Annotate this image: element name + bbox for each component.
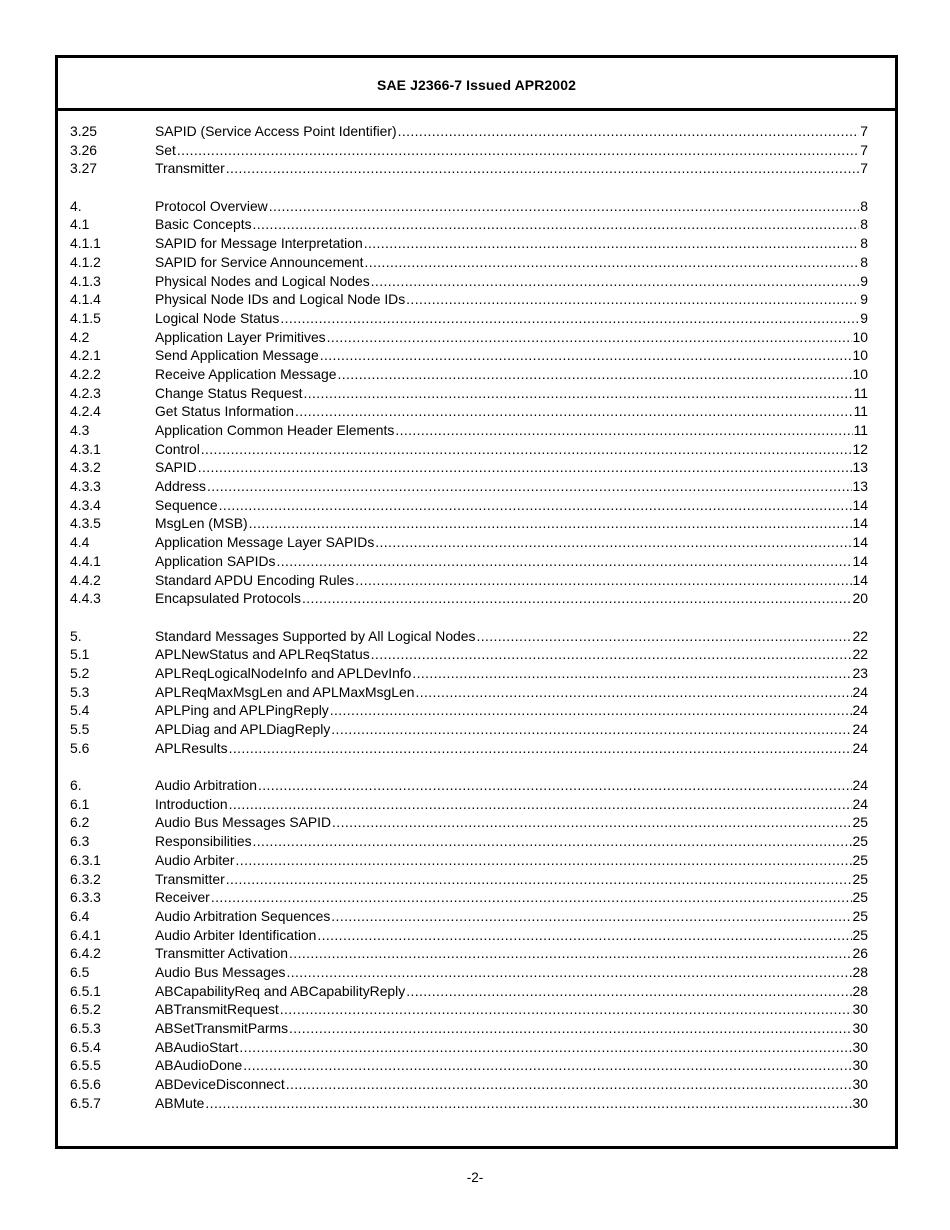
toc-entry-title: Application Layer Primitives [155, 328, 326, 345]
toc-entry[interactable] [70, 1000, 868, 1019]
toc-entry-title: Physical Node IDs and Logical Node IDs [155, 291, 406, 308]
toc-entry-title: Get Status Information [155, 403, 294, 420]
toc-entry-number: 4.2.1 [70, 347, 101, 364]
toc-entry-number: 4.2.2 [70, 365, 101, 382]
toc-entry-title: Encapsulated Protocols [155, 590, 301, 607]
toc-entry-page: 14 [852, 496, 868, 513]
toc-entry-page: 14 [852, 515, 868, 532]
toc-entry-number: 6.4 [70, 907, 90, 924]
toc-entry-title: APLReqLogicalNodeInfo and APLDevInfo [155, 664, 412, 681]
toc-entry[interactable] [70, 571, 868, 590]
toc-entry[interactable] [70, 832, 868, 851]
toc-entry-page: 7 [860, 123, 868, 139]
dot-leader [229, 795, 852, 814]
toc-entry-title: ABTransmitRequest [155, 1001, 279, 1018]
toc-entry-page: 9 [860, 291, 868, 308]
toc-entry[interactable] [70, 683, 868, 702]
toc-entry-page: 25 [852, 833, 868, 850]
toc-entry-number: 6.3.3 [70, 889, 101, 906]
toc-entry[interactable] [70, 664, 868, 683]
toc-entry-page: 25 [852, 814, 868, 831]
toc-entry-number: 6.5.4 [70, 1038, 101, 1055]
toc-entry-page: 26 [852, 945, 868, 962]
toc-section [70, 776, 868, 1112]
dot-leader [205, 1094, 851, 1113]
dot-leader [253, 215, 860, 234]
toc-entry-title: Standard Messages Supported by All Logical Nodes [155, 627, 476, 644]
toc-entry-page: 10 [852, 328, 868, 345]
toc-entry-number: 5.1 [70, 646, 90, 663]
toc-entry-page: 11 [853, 403, 868, 420]
toc-entry-page: 30 [852, 1038, 868, 1055]
toc-entry[interactable] [70, 627, 868, 646]
toc-entry-title: ABDeviceDisconnect [155, 1076, 285, 1093]
toc-entry-page: 25 [852, 926, 868, 943]
toc-section [70, 197, 868, 608]
toc-entry-title: Audio Bus Messages [155, 963, 286, 980]
dot-leader [476, 627, 851, 646]
toc-entry-page: 8 [860, 216, 868, 233]
dot-leader [280, 309, 859, 328]
toc-entry-title: Address [155, 478, 206, 495]
toc-entry[interactable] [70, 1038, 868, 1057]
toc-entry-number: 4.4 [70, 534, 90, 551]
dot-leader [239, 1038, 851, 1057]
toc-entry-number: 4.1.2 [70, 253, 101, 270]
toc-entry-number: 4.4.1 [70, 552, 101, 569]
toc-entry[interactable] [70, 813, 868, 832]
toc-entry[interactable] [70, 384, 868, 403]
dot-leader [371, 645, 852, 664]
toc-entry-page: 12 [852, 440, 868, 457]
toc-entry-title: Transmitter [155, 160, 225, 177]
toc-entry[interactable] [70, 963, 868, 982]
dot-leader [226, 159, 860, 178]
dot-leader [287, 963, 852, 982]
toc-entry[interactable] [70, 197, 868, 216]
dot-leader [269, 197, 860, 216]
dot-leader [207, 477, 852, 496]
toc-entry-title: Audio Arbiter Identification [155, 926, 317, 943]
toc-entry[interactable] [70, 795, 868, 814]
toc-entry-title: APLPing and APLPingReply [155, 702, 329, 719]
toc-entry-page: 20 [852, 590, 868, 607]
toc-entry-title: Audio Bus Messages SAPID [155, 814, 332, 831]
dot-leader [375, 533, 851, 552]
toc-entry-title: SAPID [155, 459, 197, 476]
toc-entry-title: SAPID (Service Access Point Identifier) [155, 123, 397, 139]
dot-leader [258, 776, 852, 795]
toc-entry-page: 14 [852, 571, 868, 588]
toc-entry-page: 24 [852, 777, 868, 794]
dot-leader [177, 141, 859, 160]
toc-entry[interactable] [70, 701, 868, 720]
toc-entry-title: APLReqMaxMsgLen and APLMaxMsgLen [155, 683, 415, 700]
toc-entry-number: 4.3.4 [70, 496, 101, 513]
table-of-contents [70, 122, 868, 1131]
toc-entry-page: 23 [852, 664, 868, 681]
dot-leader [295, 402, 853, 421]
toc-entry-number: 6.5.3 [70, 1020, 101, 1036]
toc-entry-title: Application SAPIDs [155, 552, 276, 569]
toc-entry[interactable] [70, 926, 868, 945]
toc-entry[interactable] [70, 1056, 868, 1075]
toc-entry[interactable] [70, 496, 868, 515]
toc-entry-number: 4.3 [70, 422, 90, 438]
toc-entry-title: Protocol Overview [155, 197, 268, 214]
dot-leader [253, 832, 852, 851]
toc-entry[interactable] [70, 290, 868, 309]
toc-entry-number: 4.3.3 [70, 478, 101, 495]
toc-entry[interactable] [70, 234, 868, 253]
toc-entry-page: 28 [852, 982, 868, 999]
toc-entry-number: 4.3.5 [70, 515, 101, 532]
toc-entry-number: 4.2 [70, 328, 90, 345]
toc-entry-page: 13 [852, 478, 868, 495]
toc-entry[interactable] [70, 589, 868, 608]
toc-entry-title: Change Status Request [155, 384, 303, 401]
dot-leader [395, 421, 852, 440]
page-number: -2- [466, 1170, 484, 1185]
toc-entry[interactable] [70, 346, 868, 365]
dot-leader [317, 926, 851, 945]
dot-leader [364, 234, 860, 253]
dot-leader [243, 1056, 851, 1075]
dot-leader [331, 907, 851, 926]
dot-leader [198, 458, 852, 477]
toc-entry-title: ABAudioStart [155, 1038, 239, 1055]
toc-entry[interactable] [70, 440, 868, 459]
toc-entry[interactable] [70, 458, 868, 477]
toc-entry-number: 6.3.1 [70, 851, 101, 868]
toc-entry[interactable] [70, 365, 868, 384]
document-header [58, 58, 895, 111]
toc-entry-page: 11 [853, 422, 868, 438]
toc-entry-title: Audio Arbitration Sequences [155, 907, 331, 924]
toc-entry-title: APLNewStatus and APLReqStatus [155, 646, 370, 663]
toc-entry-title: Audio Arbiter [155, 851, 235, 868]
toc-entry[interactable] [70, 851, 868, 870]
toc-entry[interactable] [70, 141, 868, 160]
toc-entry[interactable] [70, 159, 868, 178]
toc-entry[interactable] [70, 477, 868, 496]
toc-entry-number: 6.4.2 [70, 945, 101, 962]
toc-entry-title: Transmitter [155, 870, 225, 887]
toc-entry-page: 30 [852, 1076, 868, 1093]
toc-entry-title: APLResults [155, 739, 228, 756]
dot-leader [406, 290, 859, 309]
toc-entry-page: 25 [852, 907, 868, 924]
toc-entry-number: 5.5 [70, 721, 90, 737]
toc-entry-title: Responsibilities [155, 833, 252, 850]
toc-entry-number: 6. [70, 777, 82, 794]
toc-entry-number: 6.3.2 [70, 870, 101, 887]
toc-entry-title: ABSetTransmitParms [155, 1020, 289, 1036]
toc-entry-title: Set [155, 141, 176, 158]
toc-entry[interactable] [70, 272, 868, 291]
toc-entry-page: 22 [852, 627, 868, 644]
toc-entry[interactable] [70, 122, 868, 141]
toc-entry[interactable] [70, 215, 868, 234]
dot-leader [211, 888, 852, 907]
dot-leader [332, 813, 852, 832]
dot-leader [330, 701, 852, 720]
toc-entry-number: 4.2.4 [70, 403, 101, 420]
toc-entry-page: 24 [852, 721, 868, 737]
toc-entry[interactable] [70, 402, 868, 421]
toc-entry-page: 8 [860, 253, 868, 270]
dot-leader [276, 552, 851, 571]
toc-entry-title: Audio Arbitration [155, 777, 257, 794]
dot-leader [280, 1000, 852, 1019]
dot-leader [406, 982, 851, 1001]
toc-entry[interactable] [70, 514, 868, 533]
dot-leader [226, 870, 852, 889]
toc-entry-number: 6.2 [70, 814, 90, 831]
toc-entry[interactable] [70, 1075, 868, 1094]
toc-entry-number: 6.1 [70, 795, 90, 812]
toc-entry-title: Control [155, 440, 200, 457]
toc-entry-number: 6.3 [70, 833, 90, 850]
toc-entry-title: Application Common Header Elements [155, 422, 395, 438]
toc-section [70, 122, 868, 178]
toc-entry-number: 4. [70, 197, 82, 214]
dot-leader [371, 272, 860, 291]
toc-entry-title: SAPID for Service Announcement [155, 253, 364, 270]
toc-entry-title: Sequence [155, 496, 218, 513]
toc-entry-title: APLDiag and APLDiagReply [155, 721, 331, 737]
toc-entry-number: 6.5.2 [70, 1001, 101, 1018]
dot-leader [415, 683, 851, 702]
toc-entry-title: MsgLen (MSB) [155, 515, 248, 532]
toc-entry-title: Logical Node Status [155, 309, 280, 326]
toc-entry-page: 28 [852, 963, 868, 980]
toc-entry[interactable] [70, 982, 868, 1001]
dot-leader [337, 365, 851, 384]
toc-entry-title: SAPID for Message Interpretation [155, 235, 363, 252]
dot-leader [412, 664, 851, 683]
toc-entry[interactable] [70, 776, 868, 795]
toc-entry[interactable] [70, 739, 868, 758]
toc-entry-page: 24 [852, 702, 868, 719]
toc-entry[interactable] [70, 421, 868, 440]
toc-entry[interactable] [70, 253, 868, 272]
toc-entry-page: 14 [852, 552, 868, 569]
toc-entry[interactable] [70, 552, 868, 571]
toc-entry-number: 6.5 [70, 963, 90, 980]
toc-entry-title: Introduction [155, 795, 228, 812]
toc-entry-number: 5.4 [70, 702, 90, 719]
toc-entry-title: Basic Concepts [155, 216, 252, 233]
toc-entry-number: 3.25 [70, 123, 98, 139]
toc-entry[interactable] [70, 1019, 868, 1038]
toc-entry-number: 4.1 [70, 216, 90, 233]
toc-entry-number: 3.27 [70, 160, 98, 177]
dot-leader [289, 1019, 852, 1038]
toc-entry-page: 10 [852, 365, 868, 382]
toc-entry-number: 4.1.5 [70, 309, 101, 326]
toc-entry-number: 5. [70, 627, 82, 644]
dot-leader [364, 253, 859, 272]
dot-leader [219, 496, 852, 515]
toc-entry-page: 24 [852, 739, 868, 756]
dot-leader [201, 440, 852, 459]
toc-entry-number: 5.2 [70, 664, 90, 681]
dot-leader [331, 720, 851, 739]
toc-entry[interactable] [70, 1094, 868, 1113]
dot-leader [229, 739, 852, 758]
toc-entry-page: 14 [852, 534, 868, 551]
toc-entry[interactable] [70, 888, 868, 907]
toc-entry-page: 30 [852, 1020, 868, 1036]
toc-entry-number: 5.3 [70, 683, 90, 700]
toc-entry-title: Receiver [155, 889, 210, 906]
toc-entry-page: 7 [860, 160, 868, 177]
toc-entry-title: Application Message Layer SAPIDs [155, 534, 375, 551]
toc-entry-title: Transmitter Activation [155, 945, 289, 962]
toc-entry-page: 24 [852, 795, 868, 812]
toc-entry-title: ABMute [155, 1094, 205, 1111]
toc-entry[interactable] [70, 645, 868, 664]
toc-entry-page: 10 [852, 347, 868, 364]
toc-entry-page: 8 [860, 235, 868, 252]
toc-entry[interactable] [70, 870, 868, 889]
toc-entry-number: 4.1.3 [70, 272, 101, 289]
toc-entry-page: 30 [852, 1001, 868, 1018]
dot-leader [320, 346, 852, 365]
toc-entry[interactable] [70, 907, 868, 926]
dot-leader [289, 944, 852, 963]
toc-entry-number: 6.5.7 [70, 1094, 101, 1111]
dot-leader [286, 1075, 852, 1094]
toc-entry-number: 4.3.2 [70, 459, 101, 476]
dot-leader [249, 514, 852, 533]
dot-leader [302, 589, 852, 608]
toc-entry-number: 6.5.5 [70, 1057, 101, 1074]
toc-entry-number: 4.4.3 [70, 590, 101, 607]
toc-section [70, 627, 868, 758]
toc-entry-page: 9 [860, 309, 868, 326]
toc-entry-page: 25 [852, 851, 868, 868]
dot-leader [327, 328, 852, 347]
toc-entry-number: 6.5.1 [70, 982, 101, 999]
toc-entry-title: Physical Nodes and Logical Nodes [155, 272, 370, 289]
toc-entry-number: 3.26 [70, 141, 98, 158]
toc-entry-page: 30 [852, 1094, 868, 1111]
toc-entry[interactable] [70, 944, 868, 963]
toc-entry[interactable] [70, 309, 868, 328]
toc-entry-title: Receive Application Message [155, 365, 337, 382]
toc-entry-page: 7 [860, 141, 868, 158]
dot-leader [355, 571, 851, 590]
toc-entry[interactable] [70, 720, 868, 739]
toc-entry-page: 30 [852, 1057, 868, 1074]
toc-entry[interactable] [70, 533, 868, 552]
toc-entry-page: 9 [860, 272, 868, 289]
toc-entry-title: Send Application Message [155, 347, 319, 364]
toc-entry-number: 4.1.4 [70, 291, 101, 308]
document-title: SAE J2366-7 Issued APR2002 [377, 76, 576, 93]
toc-entry-number: 5.6 [70, 739, 90, 756]
toc-entry-page: 25 [852, 870, 868, 887]
toc-entry[interactable] [70, 328, 868, 347]
toc-entry-page: 8 [860, 197, 868, 214]
page-frame [55, 55, 898, 1149]
toc-entry-page: 13 [852, 459, 868, 476]
toc-entry-number: 6.4.1 [70, 926, 101, 943]
toc-entry-page: 24 [852, 683, 868, 700]
dot-leader [304, 384, 853, 403]
toc-entry-number: 4.1.1 [70, 235, 101, 252]
toc-entry-number: 4.2.3 [70, 384, 101, 401]
toc-entry-title: ABCapabilityReq and ABCapabilityReply [155, 982, 406, 999]
toc-entry-title: Standard APDU Encoding Rules [155, 571, 355, 588]
toc-entry-page: 25 [852, 889, 868, 906]
toc-entry-number: 4.3.1 [70, 440, 101, 457]
dot-leader [398, 122, 860, 141]
toc-entry-number: 6.5.6 [70, 1076, 101, 1093]
toc-entry-page: 22 [852, 646, 868, 663]
toc-entry-number: 4.4.2 [70, 571, 101, 588]
toc-entry-page: 11 [853, 384, 868, 401]
dot-leader [236, 851, 852, 870]
toc-entry-title: ABAudioDone [155, 1057, 243, 1074]
